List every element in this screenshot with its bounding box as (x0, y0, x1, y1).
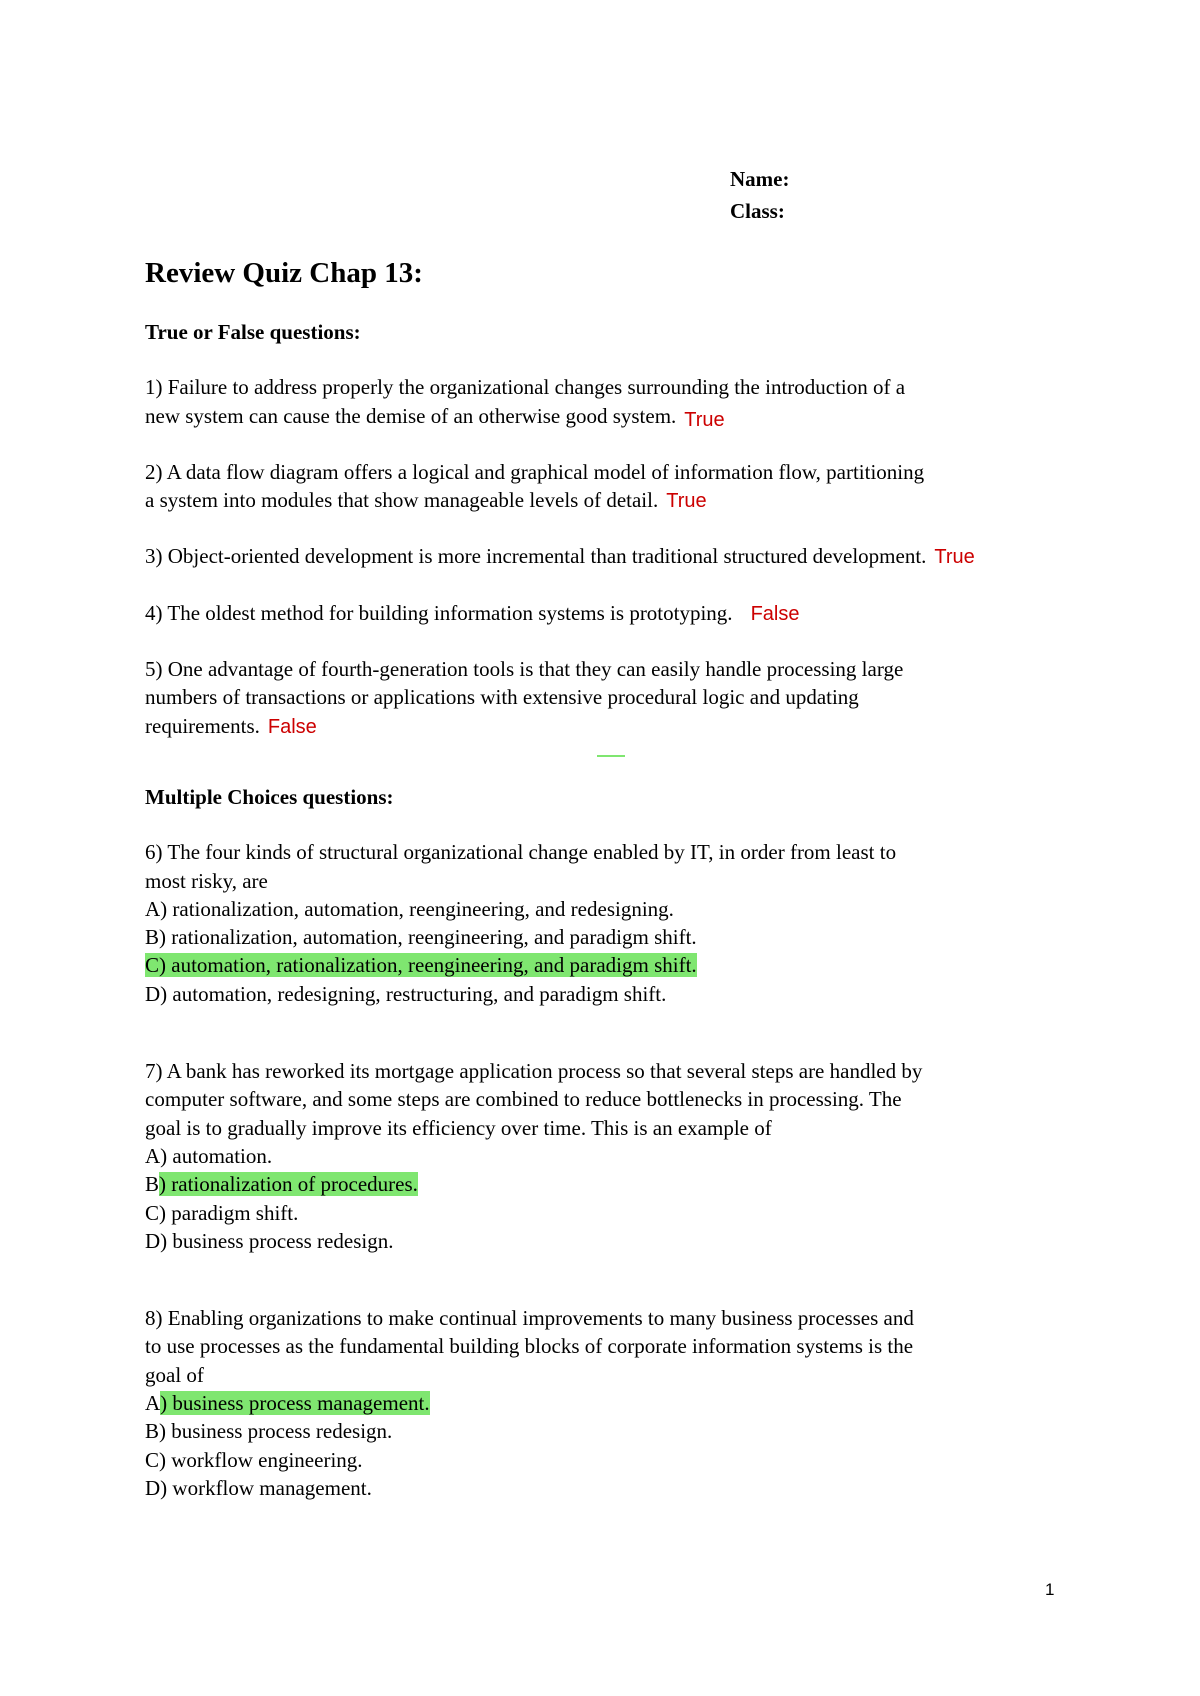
answer-label: True (934, 546, 975, 569)
question-text: 2) A data flow diagram offers a logical and graphical model of information flow, partitioning (145, 459, 925, 484)
page-title: Review Quiz Chap 13: (145, 257, 423, 289)
name-label: Name: (730, 167, 790, 191)
question-text: 3) Object-oriented development is more incremental than traditional structured development. True (145, 544, 975, 569)
question-text: requirements. False (145, 713, 317, 738)
page-number: 1 (1045, 1580, 1055, 1599)
question-text: goal is to gradually improve its efficiency over time. This is an example of (145, 1115, 772, 1140)
option-d: D) workflow management. (145, 1475, 372, 1500)
tf-question-3 (145, 542, 1135, 571)
option-c: C) paradigm shift. (145, 1200, 299, 1225)
question-text: to use processes as the fundamental building blocks of corporate information systems is the (145, 1334, 914, 1359)
question-text: new system can cause the demise of an otherwise good system. True (145, 403, 725, 431)
answer-label: True (684, 408, 725, 431)
question-text: computer software, and some steps are combined to reduce bottlenecks in processing. The (145, 1087, 902, 1112)
mc-question-6 (145, 838, 1135, 1008)
mc-section-heading: Multiple Choices questions: (145, 784, 394, 809)
tf-question-4 (145, 599, 1135, 628)
question-text: 8) Enabling organizations to make continual improvements to many business processes and (145, 1306, 914, 1331)
question-text: 4) The oldest method for building information systems is prototyping. False (145, 600, 800, 625)
student-info (730, 163, 789, 227)
option-a: A) automation. (145, 1143, 273, 1168)
tf-question-2 (145, 458, 1135, 516)
option-a-correct (145, 1389, 1135, 1417)
question-text: 5) One advantage of fourth-generation tools is that they can easily handle processing large (145, 657, 904, 682)
option-letter: A (145, 1391, 161, 1416)
option-b: B) business process redesign. (145, 1419, 393, 1444)
tf-question-1 (145, 373, 1135, 431)
tf-section-heading: True or False questions: (145, 320, 361, 344)
mc-question-7 (145, 1057, 1135, 1255)
quiz-content (145, 318, 1135, 1502)
option-b: B) rationalization, automation, reengineering, and paradigm shift. (145, 925, 697, 950)
answer-options (145, 1389, 1135, 1502)
question-text: 6) The four kinds of structural organizational change enabled by IT, in order from least to (145, 840, 897, 865)
question-text: most risky, are (145, 868, 268, 893)
answer-label: True (666, 490, 707, 513)
answer-options (145, 1142, 1135, 1255)
option-d: D) automation, redesigning, restructuring, and paradigm shift. (145, 981, 667, 1006)
class-label: Class: (730, 199, 785, 223)
highlighted-answer: ) rationalization of procedures. (159, 1172, 418, 1197)
option-d: D) business process redesign. (145, 1228, 394, 1253)
option-c-correct (145, 951, 1135, 979)
answer-options (145, 895, 1135, 1008)
question-text: 1) Failure to address properly the organizational changes surrounding the introduction of a (145, 375, 906, 400)
option-a: A) rationalization, automation, reengineering, and redesigning. (145, 896, 674, 921)
decorative-mark (597, 755, 625, 757)
tf-question-5 (145, 655, 1135, 741)
highlighted-answer: ) business process management. (160, 1391, 430, 1416)
answer-label: False (267, 715, 317, 738)
highlighted-answer: C) automation, rationalization, reengineering, and paradigm shift. (145, 953, 697, 978)
question-text: 7) A bank has reworked its mortgage application process so that several steps are handled by (145, 1059, 923, 1084)
answer-label: False (750, 602, 800, 625)
option-c: C) workflow engineering. (145, 1447, 363, 1472)
question-text: numbers of transactions or applications with extensive procedural logic and updating (145, 685, 859, 710)
option-b-correct (145, 1170, 1135, 1198)
option-letter: B (145, 1172, 160, 1197)
question-text: a system into modules that show manageable levels of detail. True (145, 488, 707, 513)
mc-question-8 (145, 1304, 1135, 1502)
question-text: goal of (145, 1362, 204, 1387)
